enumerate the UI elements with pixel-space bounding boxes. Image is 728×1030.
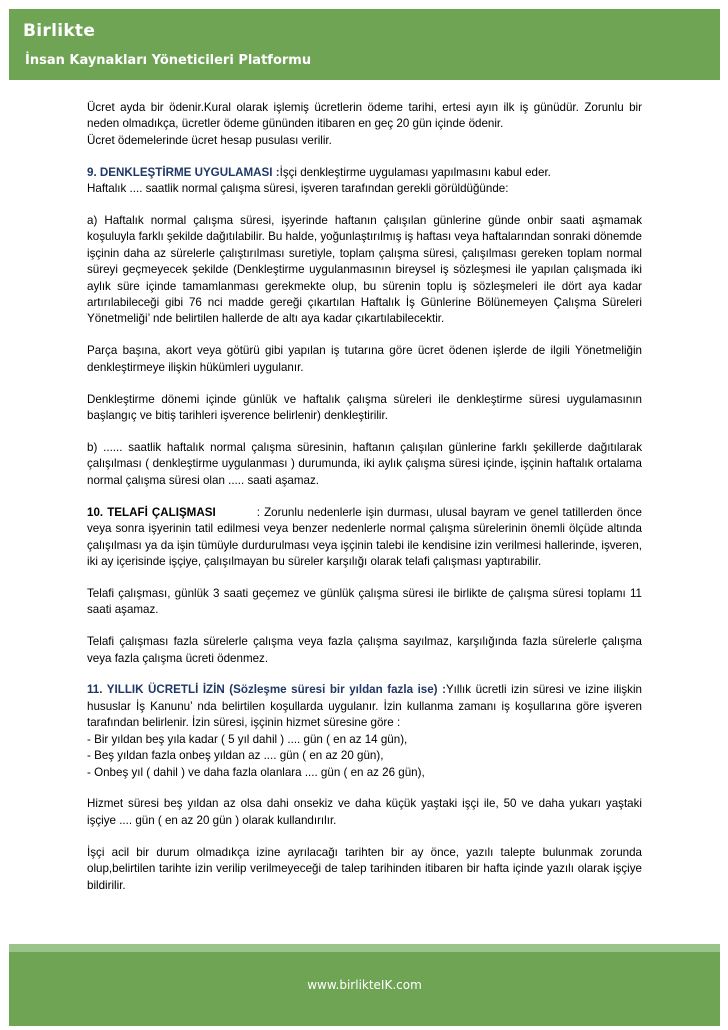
section-10-heading: 10. TELAFİ ÇALIŞMASI [87,505,216,519]
paragraph-notice: İşçi acil bir durum olmadıkça izine ayrılacağı tarihten bir ay önce, yazılı talepte bulunmak zorunda olup,belirtilen tarihte izin verilip verilmeyeceği de talep tarihinden itibaren bir hafta içinde yazılı olarak işçiye bildirilir. [87,845,642,892]
page-footer [9,944,720,1026]
section-10 [87,505,646,571]
footer-accent-bar [9,944,720,952]
paragraph-makeup-overtime: Telafi çalışması fazla sürelerle çalışma veya fazla çalışma sayılmaz, karşılığında fazla sürelerle çalışma veya fazla çalışma ücreti ödenmez. [87,635,642,665]
section-11-text: Yıllık ücretli izin süresi ve izine ilişkin hususlar İş Kanunu’ nda belirtilen koşullarda uygulanır. İzin kullanma zamanı iş koşullarına göre işveren tarafından belirlenir. İzin süresi, işçinin hizmet süresine göre : [87,683,642,730]
payment-text: Ücret ayda bir ödenir.Kural olarak işlemiş ücretlerin ödeme tarihi, ertesi ayın ilk iş günüdür. Zorunlu bir neden olmadıkça, ücretler ödeme gününden itibaren en geç 20 gün içinde ödenir. [87,101,642,131]
leave-item: - Bir yıldan beş yıla kadar ( 5 yıl dahil ) .... gün ( en az 14 gün), [87,732,408,746]
section-9-text: İşçi denkleştirme uygulaması yapılmasını kabul eder. [279,165,551,179]
section-11-heading: 11. YILLIK ÜCRETLİ İZİN (Sözleşme süresi bir yıldan fazla ise) : [87,683,446,697]
footer-url: www.birlikteIK.com [307,978,422,992]
header-subtitle: İnsan Kaynakları Yöneticileri Platformu [25,53,312,68]
paragraph-a: a) Haftalık normal çalışma süresi, işyerinde haftanın çalışılan günlerine günde onbir saati aşmamak koşuluyla farklı şekilde dağıtılabilir. Bu halde, yoğunlaştırılmış iş haftası veya haftalarından sonraki dönemde işçinin daha az sürelerle çalıştırılması suretiyle, toplam çalışma süresi, çalışılması gereken toplam normal süreyi geçmeyecek şekilde (Denkleştirme uygulanmasının bireysel iş sözleşmesi ile yapılan çalışmada iki aylık süre içinde tamamlanması gerekmekte olup, bu sürenin toplu iş sözleşmeleri ile dört aya kadar artırılabileceği gibi 76 nci madde gereği çıkartılan Haftalık İş Günlerine Bölünemeyen Çalışma Süreleri Yönetmeliği’ nde belirtilen hallerde de altı aya kadar çıkartılabilecektir. [87,214,642,326]
section-11 [87,682,642,780]
document-body [87,100,646,909]
leave-item: - Onbeş yıl ( dahil ) ve daha fazla olanlara .... gün ( en az 26 gün), [87,765,425,779]
section-9 [87,165,642,198]
payment-slip-text: Ücret ödemelerinde ücret hesap pusulası verilir. [87,133,332,147]
header-title: Birlikte [23,21,96,41]
page-header [9,9,720,80]
paragraph-makeup-limit: Telafi çalışması, günlük 3 saati geçemez ve günlük çalışma süresi ile birlikte de çalışma süresi toplamı 11 saati aşamaz. [87,586,642,617]
section-9-heading: 9. DENKLEŞTİRME UYGULAMASI : [87,165,280,179]
paragraph-b: b) ...... saatlik haftalık normal çalışma süresinin, haftanın çalışılan günlerine farklı şekillerde dağıtılarak çalışılması ( denkleştirme uygulanması ) durumunda, iki aylık çalışma süresi içinde, işçinin haftalık ortalama normal çalışma süresi olan ..... saati aşamaz. [87,441,642,487]
paragraph-service-age: Hizmet süresi beş yıldan az olsa dahi onsekiz ve daha küçük yaştaki işçi ile, 50 ve daha yukarı yaştaki işçiye .... gün ( en az 20 gün ) olarak kullandırılır. [87,797,642,827]
paragraph-period: Denkleştirme dönemi içinde günlük ve haftalık çalışma süreleri ile denkleştirme süresi uygulamasının başlangıç ve bitiş tarihleri işverence belirlenir) denkleştirilir. [87,392,642,423]
leave-item: - Beş yıldan fazla onbeş yıldan az .... gün ( en az 20 gün), [87,749,384,763]
paragraph-piecework: Parça başına, akort veya götürü gibi yapılan iş tutarına göre ücret ödenen işlerde de ilgili Yönetmeliğin denkleştirmeye ilişkin hükümleri uygulanır. [87,344,642,374]
section-9-subtext: Haftalık .... saatlik normal çalışma süresi, işveren tarafından gerekli görüldüğünde: [87,182,509,196]
section-10-text: : Zorunlu nedenlerle işin durması, ulusal bayram ve genel tatillerden önce veya sonra işyerinin tatil edilmesi veya benzer nedenlerle normal çalışma sürelerinin önemli ölçüde altında çalışılması ya da işin tümüyle durdurulması veya işçinin talebi ile kendisine izin verilmesi hallerinde, işveren, iki ay içerisinde işçiye, çalışılmayan bu süreler karşılığı olarak telafi çalışması yaptırabilir. [87,505,646,568]
paragraph-payment [87,100,642,149]
